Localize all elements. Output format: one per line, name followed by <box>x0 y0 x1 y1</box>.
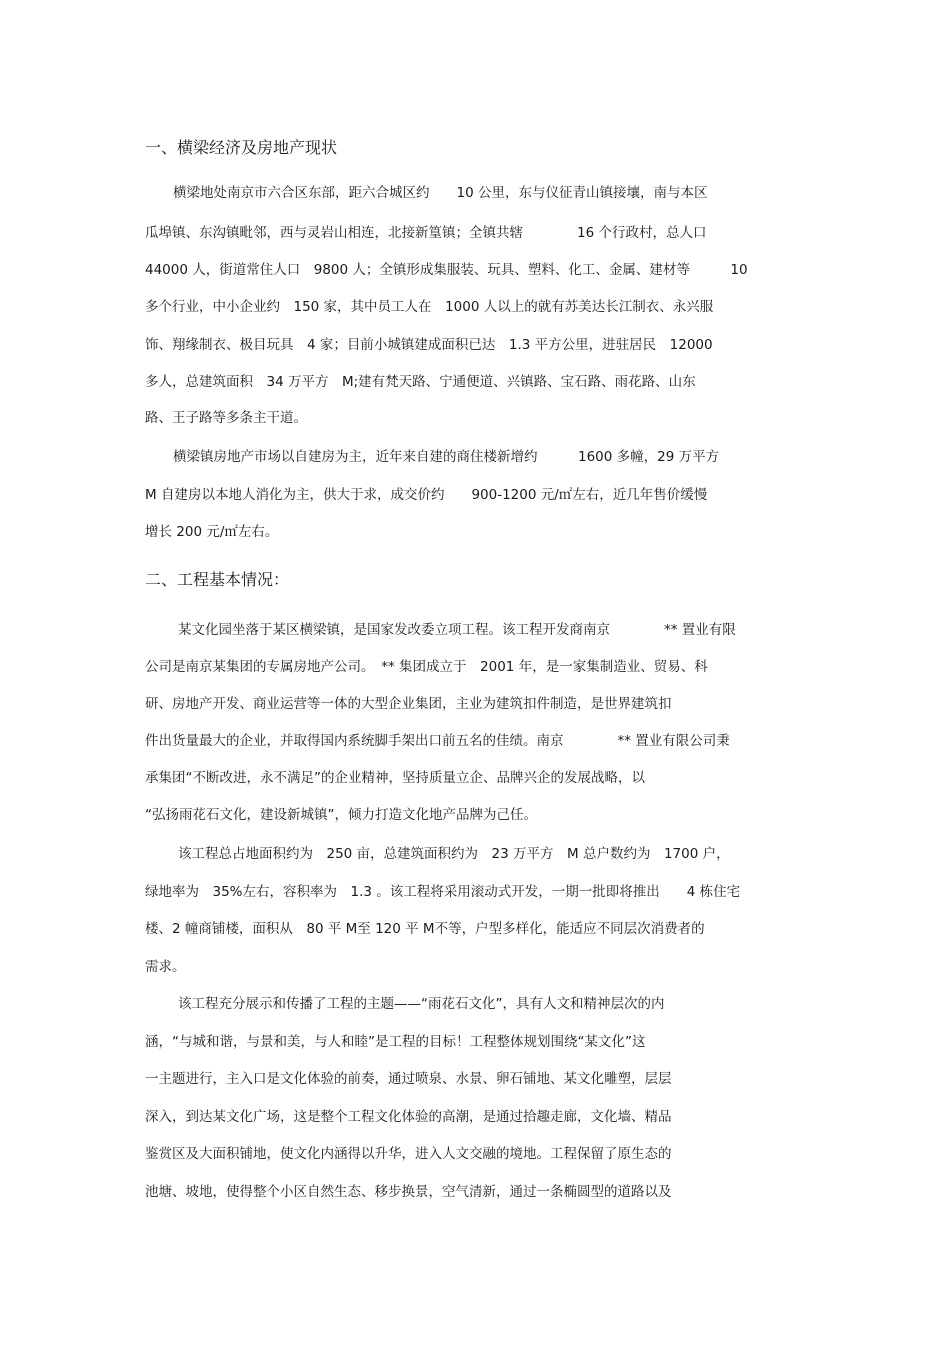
paragraph-line: 公司是南京某集团的专属房地产公司。 ** 集团成立于 2001 年，是一家集制造业、贸易、科 <box>145 659 708 675</box>
paragraph-line: 44000 人，街道常住人口 9800 人；全镇形成集服装、玩具、塑料、化工、金属、建材等 10 <box>145 262 748 278</box>
paragraph-line: 饰、翔缘制衣、极目玩具 4 家；目前小城镇建成面积已达 1.3 平方公里，进驻居民 12000 <box>145 337 713 353</box>
section-heading-2: 二、工程基本情况： <box>145 570 290 589</box>
paragraph-line: 该工程充分展示和传播了工程的主题——“雨花石文化”，具有人文和精神层次的内 <box>178 996 665 1012</box>
paragraph-line: 承集团“不断改进，永不满足”的企业精神，坚持质量立企、品牌兴企的发展战略，以 <box>145 770 645 786</box>
paragraph-line: 件出货量最大的企业，并取得国内系统脚手架出口前五名的佳绩。南京 ** 置业有限公司秉 <box>145 733 730 749</box>
paragraph-line: 鉴赏区及大面积铺地，使文化内涵得以升华，进入人文交融的境地。工程保留了原生态的 <box>145 1146 672 1162</box>
paragraph-line: 路、王子路等多条主干道。 <box>145 410 307 426</box>
section-heading-1: 一、横梁经济及房地产现状 <box>145 138 338 157</box>
paragraph-line: 池塘、坡地，使得整个小区自然生态、移步换景，空气清新，通过一条椭圆型的道路以及 <box>145 1184 672 1200</box>
paragraph-line: 绿地率为 35%左右，容积率为 1.3 。该工程将采用滚动式开发，一期一批即将推出 4 栋住宅 <box>145 884 741 900</box>
paragraph-line: 需求。 <box>145 959 186 975</box>
paragraph-line: 深入，到达某文化广场，这是整个工程文化体验的高潮，是通过拾趣走廊，文化墙、精品 <box>145 1109 672 1125</box>
paragraph-line: 横梁镇房地产市场以自建房为主，近年来自建的商住楼新增约 1600 多幢，29 万平方 <box>173 449 720 465</box>
paragraph-line: 研、房地产开发、商业运营等一体的大型企业集团，主业为建筑扣件制造，是世界建筑扣 <box>145 696 672 712</box>
paragraph-line: 多个行业，中小企业约 150 家，其中员工人在 1000 人以上的就有苏美达长江制衣、永兴服 <box>145 299 714 315</box>
paragraph-line: 楼、2 幢商铺楼，面积从 80 平 M至 120 平 M不等，户型多样化，能适应不同层次消费者的 <box>145 921 705 937</box>
paragraph-line: 多人，总建筑面积 34 万平方 M;建有梵天路、宁通便道、兴镇路、宝石路、雨花路、山东 <box>145 374 696 390</box>
paragraph-line: 某文化园坐落于某区横梁镇，是国家发改委立项工程。该工程开发商南京 ** 置业有限 <box>178 622 736 638</box>
paragraph-line: 瓜埠镇、东沟镇毗邻，西与灵岩山相连，北接新篁镇；全镇共辖 16 个行政村，总人口 <box>145 225 707 241</box>
paragraph-line: 一主题进行，主入口是文化体验的前奏，通过喷泉、水景、卵石铺地、某文化雕塑，层层 <box>145 1071 672 1087</box>
paragraph-line: 涵，“与城和谐，与景和美，与人和睦”是工程的目标！工程整体规划围绕“某文化”这 <box>145 1034 646 1050</box>
paragraph-line: “弘扬雨花石文化，建设新城镇”，倾力打造文化地产品牌为己任。 <box>145 807 537 823</box>
paragraph-line: 横梁地处南京市六合区东部，距六合城区约 10 公里，东与仪征青山镇接壤，南与本区 <box>173 185 708 201</box>
paragraph-line: 增长 200 元/㎡左右。 <box>145 524 279 540</box>
paragraph-line: M 自建房以本地人消化为主，供大于求，成交价约 900-1200 元/㎡左右，近几年售价缓慢 <box>145 487 708 503</box>
paragraph-line: 该工程总占地面积约为 250 亩，总建筑面积约为 23 万平方 M 总户数约为 1700 户， <box>178 846 730 862</box>
